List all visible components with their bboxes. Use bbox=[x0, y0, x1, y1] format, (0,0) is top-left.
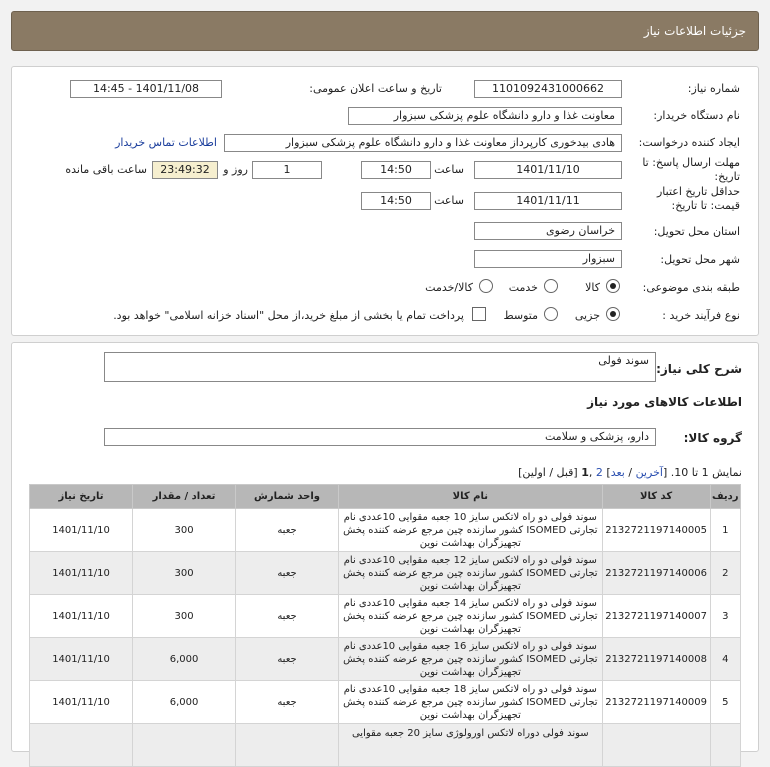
deadline-label-text: مهلت ارسال پاسخ: تا تاریخ: bbox=[642, 156, 740, 183]
row-date: 1401/11/10 bbox=[30, 638, 133, 681]
row-name-line: سوند فولی دو راه لاتکس سایز 18 جعبه مقوایی 10عددی نام bbox=[343, 683, 597, 695]
row-name-line: تجهیزگران بهداشت نوین bbox=[419, 623, 521, 635]
row-unit: جعبه bbox=[236, 595, 339, 638]
process-radio-minor[interactable] bbox=[606, 307, 620, 321]
goods-info-title: اطلاعات کالاهای مورد نیاز bbox=[587, 395, 742, 409]
goods-table bbox=[29, 484, 741, 767]
general-desc-label: شرح کلی نیاز: bbox=[656, 362, 742, 376]
validity-date-field: 1401/11/11 bbox=[474, 192, 622, 210]
col-header-name: نام کالا bbox=[339, 485, 603, 509]
row-code: 2132721197140008 bbox=[602, 638, 710, 681]
row-qty: 6,000 bbox=[133, 638, 236, 681]
table-row[interactable] bbox=[30, 552, 741, 595]
pagination-page-1: 1 bbox=[581, 466, 589, 479]
pagination-prefix: نمایش 1 تا 10. bbox=[670, 466, 742, 479]
row-name-line: سوند فولی دوراه لاتکس اورولوژی سایز 20 جعبه مقوایی bbox=[351, 728, 589, 739]
table-header-row bbox=[30, 485, 741, 509]
pagination bbox=[518, 466, 742, 479]
creator-label: ایجاد کننده درخواست: bbox=[638, 136, 740, 149]
validity-label-text: حداقل تاریخ اعتبار قیمت: تا تاریخ: bbox=[656, 185, 740, 212]
province-label: استان محل تحویل: bbox=[653, 225, 740, 238]
row-qty: 300 bbox=[133, 552, 236, 595]
row-date bbox=[30, 724, 133, 767]
row-name-line: سوند فولی دو راه لاتکس سایز 16 جعبه مقوایی 10عددی نام bbox=[343, 640, 597, 652]
row-name-line: تجارتی ISOMED کشور سازنده چین مرجع عرضه کننده پخش bbox=[343, 567, 598, 579]
pagination-next-link[interactable]: بعد bbox=[610, 466, 625, 479]
row-name-line: سوند فولی دو راه لاتکس سایز 12 جعبه مقوایی 10عددی نام bbox=[343, 554, 597, 566]
page-title: جزئیات اطلاعات نیاز bbox=[643, 24, 746, 38]
category-radio-service[interactable] bbox=[544, 279, 558, 293]
row-qty: 300 bbox=[133, 509, 236, 552]
category-radio-goods-service[interactable] bbox=[479, 279, 493, 293]
buyer-contact-link[interactable]: اطلاعات تماس خریدار bbox=[115, 136, 217, 149]
row-name-line: تجارتی ISOMED کشور سازنده چین مرجع عرضه کننده پخش bbox=[343, 653, 598, 665]
category-option-service: خدمت bbox=[508, 281, 538, 294]
creator-field: هادی بیدخوری کارپرداز معاونت غذا و دارو دانشگاه علوم پزشکی سبزوار bbox=[224, 134, 622, 152]
general-desc-field: سوند فولی bbox=[104, 352, 656, 382]
buyer-field: معاونت غذا و دارو دانشگاه علوم پزشکی سبزوار bbox=[348, 107, 622, 125]
validity-time-label: ساعت bbox=[434, 194, 464, 207]
col-header-unit: واحد شمارش bbox=[236, 485, 339, 509]
buyer-label: نام دستگاه خریدار: bbox=[653, 109, 740, 122]
need-number-field: 1101092431000662 bbox=[474, 80, 622, 98]
row-name bbox=[339, 638, 603, 681]
days-label: روز و bbox=[223, 163, 248, 176]
row-name-line: تجهیزگران بهداشت نوین bbox=[419, 580, 521, 592]
table-row[interactable] bbox=[30, 595, 741, 638]
row-date: 1401/11/10 bbox=[30, 681, 133, 724]
row-name bbox=[339, 509, 603, 552]
row-date: 1401/11/10 bbox=[30, 509, 133, 552]
table-row[interactable] bbox=[30, 638, 741, 681]
pagination-comma: , bbox=[588, 466, 593, 479]
row-name bbox=[339, 552, 603, 595]
row-name-line: تجهیزگران بهداشت نوین bbox=[419, 709, 521, 721]
row-name bbox=[339, 595, 603, 638]
row-unit: جعبه bbox=[236, 509, 339, 552]
goods-group-field: دارو، پزشکی و سلامت bbox=[104, 428, 656, 446]
table-row[interactable] bbox=[30, 724, 741, 767]
row-index: 2 bbox=[710, 552, 740, 595]
row-unit: جعبه bbox=[236, 638, 339, 681]
row-name-line: تجارتی ISOMED کشور سازنده چین مرجع عرضه کننده پخش bbox=[343, 524, 598, 536]
process-option-medium: متوسط bbox=[503, 309, 538, 322]
row-code: 2132721197140005 bbox=[602, 509, 710, 552]
row-name bbox=[339, 681, 603, 724]
row-index: 3 bbox=[710, 595, 740, 638]
row-unit: جعبه bbox=[236, 681, 339, 724]
pagination-bracket-close: ] bbox=[606, 466, 611, 479]
validity-time-field: 14:50 bbox=[361, 192, 431, 210]
row-name-line: سوند فولی دو راه لاتکس سایز 10 جعبه مقوایی 10عددی نام bbox=[343, 511, 597, 523]
row-name-line: تجهیزگران بهداشت نوین bbox=[419, 666, 521, 678]
category-label: طبقه بندی موضوعی: bbox=[642, 281, 740, 294]
goods-group-label: گروه کالا: bbox=[683, 431, 742, 445]
deadline-time-label: ساعت bbox=[434, 163, 464, 176]
process-radio-medium[interactable] bbox=[544, 307, 558, 321]
col-header-code: کد کالا bbox=[602, 485, 710, 509]
col-header-index: ردیف bbox=[710, 485, 740, 509]
treasury-payment-note: پرداخت تمام یا بخشی از مبلغ خرید،از محل "اسناد خزانه اسلامی" خواهد بود. bbox=[113, 309, 464, 322]
row-index: 4 bbox=[710, 638, 740, 681]
row-unit bbox=[236, 724, 339, 767]
pagination-tail: [قبل / اولین] bbox=[518, 466, 578, 479]
category-radio-goods[interactable] bbox=[606, 279, 620, 293]
need-number-label: شماره نیاز: bbox=[687, 82, 740, 95]
process-option-minor: جزیی bbox=[574, 309, 600, 322]
col-header-qty: تعداد / مقدار bbox=[133, 485, 236, 509]
category-option-goods-service: کالا/خدمت bbox=[425, 281, 473, 294]
table-row[interactable] bbox=[30, 509, 741, 552]
col-header-date: تاریخ نیاز bbox=[30, 485, 133, 509]
row-unit: جعبه bbox=[236, 552, 339, 595]
row-code: 2132721197140009 bbox=[602, 681, 710, 724]
row-qty: 6,000 bbox=[133, 681, 236, 724]
process-label: نوع فرآیند خرید : bbox=[662, 309, 740, 322]
pagination-page-2[interactable]: 2 bbox=[595, 466, 603, 479]
row-qty: 300 bbox=[133, 595, 236, 638]
row-name-line: تجهیزگران بهداشت نوین bbox=[419, 537, 521, 549]
pagination-last-link[interactable]: آخرین bbox=[635, 466, 663, 479]
row-date: 1401/11/10 bbox=[30, 595, 133, 638]
row-code: 2132721197140006 bbox=[602, 552, 710, 595]
row-name-line: سوند فولی دو راه لاتکس سایز 14 جعبه مقوایی 10عددی نام bbox=[343, 597, 597, 609]
announce-field: 1401/11/08 - 14:45 bbox=[70, 80, 222, 98]
row-name-line: تجارتی ISOMED کشور سازنده چین مرجع عرضه کننده پخش bbox=[343, 696, 598, 708]
deadline-time-field: 14:50 bbox=[361, 161, 431, 179]
treasury-payment-checkbox[interactable] bbox=[472, 307, 486, 321]
deadline-label bbox=[640, 156, 740, 184]
row-index: 5 bbox=[710, 681, 740, 724]
days-field: 1 bbox=[252, 161, 322, 179]
row-index: 1 bbox=[710, 509, 740, 552]
announce-label: تاریخ و ساعت اعلان عمومی: bbox=[309, 82, 442, 95]
row-qty bbox=[133, 724, 236, 767]
pagination-bracket-open: [ bbox=[662, 466, 668, 479]
remaining-time-label: ساعت باقی مانده bbox=[65, 163, 147, 176]
city-field: سبزوار bbox=[474, 250, 622, 268]
page-header bbox=[11, 11, 759, 51]
city-label: شهر محل تحویل: bbox=[660, 253, 740, 266]
remaining-time-field: 23:49:32 bbox=[152, 161, 218, 179]
province-field: خراسان رضوی bbox=[474, 222, 622, 240]
row-code: 2132721197140007 bbox=[602, 595, 710, 638]
row-name bbox=[339, 724, 603, 767]
row-index bbox=[710, 724, 740, 767]
deadline-date-field: 1401/11/10 bbox=[474, 161, 622, 179]
pagination-sep: / bbox=[628, 466, 633, 479]
validity-label bbox=[630, 185, 740, 213]
table-row[interactable] bbox=[30, 681, 741, 724]
category-option-goods: کالا bbox=[585, 281, 600, 294]
row-code bbox=[602, 724, 710, 767]
row-date: 1401/11/10 bbox=[30, 552, 133, 595]
row-name-line: تجارتی ISOMED کشور سازنده چین مرجع عرضه کننده پخش bbox=[343, 610, 598, 622]
